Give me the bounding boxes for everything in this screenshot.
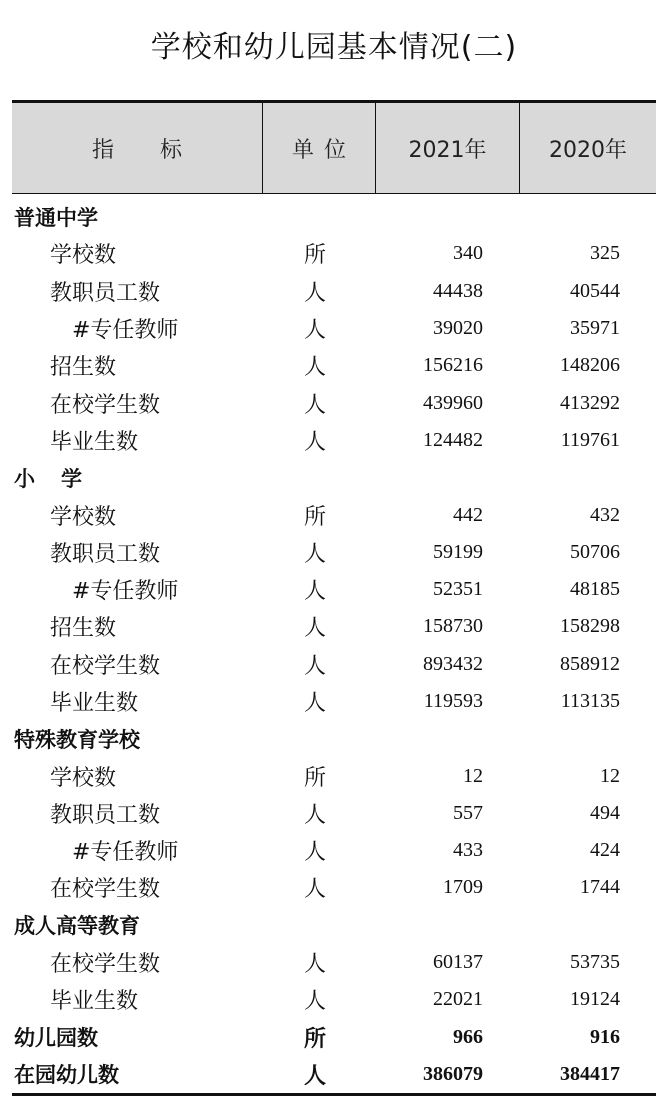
page-title: 学校和幼儿园基本情况(二): [150, 30, 518, 65]
row-label: 在校学生数: [50, 952, 161, 978]
value-2021: 52351: [433, 578, 483, 601]
table-row: [12, 757, 656, 794]
value-2021: 44438: [433, 279, 483, 302]
row-label: 学校数: [50, 243, 117, 269]
value-2020: 40544: [570, 279, 620, 302]
row-unit: 所: [304, 765, 327, 791]
table-row: [12, 273, 656, 310]
section-row: [12, 459, 656, 496]
value-2020: 113135: [560, 690, 620, 712]
section-row: [12, 720, 656, 757]
row-unit: 人: [304, 802, 327, 828]
table-row: [12, 310, 656, 347]
row-unit: 人: [304, 1063, 327, 1089]
row-label: 在校学生数: [50, 392, 161, 418]
row-label: 幼儿园数: [14, 1026, 98, 1051]
table-row: [12, 384, 656, 421]
value-2021: 124482: [423, 428, 483, 451]
row-unit: 人: [304, 280, 327, 306]
row-label: 在校学生数: [50, 653, 161, 679]
value-2021: 156216: [423, 354, 483, 377]
row-unit: 人: [304, 653, 327, 679]
value-2020: 12: [600, 764, 620, 787]
row-label: 在校学生数: [50, 877, 161, 903]
row-label: 小学: [14, 466, 108, 491]
row-label: 毕业生数: [50, 691, 139, 716]
row-label: 毕业生数: [50, 989, 139, 1015]
table-row: [12, 235, 656, 272]
row-unit: 人: [304, 355, 327, 381]
row-unit: 人: [304, 392, 327, 418]
value-2020: 35971: [570, 317, 620, 340]
value-2021: 158730: [423, 615, 483, 638]
row-label: #专任教师: [72, 840, 179, 866]
value-2021: 60137: [433, 951, 483, 974]
table-row: [12, 683, 656, 720]
value-2020: 158298: [560, 615, 620, 638]
row-label: 成人高等教育: [14, 914, 140, 939]
row-unit: 人: [304, 616, 327, 642]
row-label: 毕业生数: [50, 429, 139, 455]
row-unit: 人: [304, 989, 327, 1015]
row-unit: 人: [304, 840, 327, 866]
value-2020: 916: [590, 1025, 620, 1048]
header-unit: 单位: [262, 103, 375, 193]
row-unit: 所: [304, 1026, 327, 1052]
value-2020: 384417: [560, 1062, 620, 1085]
table-row: [12, 646, 656, 683]
value-2021: 1709: [443, 876, 483, 899]
row-unit: 人: [304, 318, 327, 344]
value-2020: 19124: [570, 988, 620, 1011]
table-row: [12, 534, 656, 571]
value-2020: 148206: [560, 354, 620, 377]
value-2021: 59199: [433, 540, 483, 563]
value-2020: 424: [590, 839, 620, 862]
table-row: [12, 496, 656, 533]
value-2020: 325: [590, 242, 620, 265]
table-row: [12, 347, 656, 384]
table-row: [12, 422, 656, 459]
row-label: 招生数: [50, 616, 117, 642]
header-year-2021: 2021年: [375, 103, 519, 193]
value-2020: 1744: [580, 876, 620, 899]
value-2021: 893432: [423, 652, 483, 675]
total-row: [12, 1019, 656, 1056]
value-2020: 48185: [570, 578, 620, 601]
value-2021: 39020: [433, 317, 483, 340]
row-label: 教职员工数: [50, 802, 161, 828]
row-unit: 人: [304, 429, 327, 455]
value-2021: 433: [453, 839, 483, 862]
section-row: [12, 198, 656, 235]
table-row: [12, 608, 656, 645]
value-2020: 858912: [560, 652, 620, 675]
table-row: [12, 795, 656, 832]
value-2021: 340: [453, 242, 483, 265]
value-2020: 413292: [560, 391, 620, 414]
row-label: 招生数: [50, 355, 117, 381]
row-label: 教职员工数: [50, 280, 161, 306]
row-label: 学校数: [50, 504, 117, 530]
table-row: [12, 832, 656, 869]
value-2021: 442: [453, 503, 483, 526]
row-unit: 人: [304, 541, 327, 567]
row-label: 特殊教育学校: [14, 727, 140, 752]
statistics-table: [12, 100, 656, 1096]
table-row: [12, 869, 656, 906]
value-2020: 53735: [570, 951, 620, 974]
table-header: [12, 103, 656, 194]
value-2020: 119761: [560, 428, 620, 451]
value-2021: 439960: [423, 391, 483, 414]
table-row: [12, 944, 656, 981]
value-2020: 50706: [570, 540, 620, 563]
table-body: [12, 194, 656, 1093]
value-2021: 557: [453, 801, 483, 824]
value-2020: 432: [590, 503, 620, 526]
value-2020: 494: [590, 801, 620, 824]
row-unit: 人: [304, 952, 327, 978]
section-row: [12, 907, 656, 944]
header-indicator: 指标: [91, 137, 228, 163]
total-row: [12, 1056, 656, 1093]
value-2021: 966: [453, 1025, 483, 1048]
value-2021: 12: [463, 764, 483, 787]
table-row: [12, 981, 656, 1018]
row-unit: 人: [304, 877, 327, 903]
row-unit: 所: [304, 243, 327, 269]
row-label: 在园幼儿数: [14, 1063, 119, 1088]
value-2021: 386079: [423, 1062, 483, 1085]
row-unit: 人: [304, 579, 327, 605]
row-label: 学校数: [50, 765, 117, 791]
row-label: 教职员工数: [50, 541, 161, 567]
row-label: #专任教师: [72, 318, 179, 344]
row-label: 普通中学: [14, 205, 98, 230]
row-label: #专任教师: [72, 579, 179, 605]
row-unit: 所: [304, 504, 327, 530]
header-year-2020: 2020年: [519, 103, 656, 193]
table-row: [12, 571, 656, 608]
value-2021: 119593: [423, 690, 483, 712]
value-2021: 22021: [433, 988, 483, 1011]
row-unit: 人: [304, 691, 327, 716]
